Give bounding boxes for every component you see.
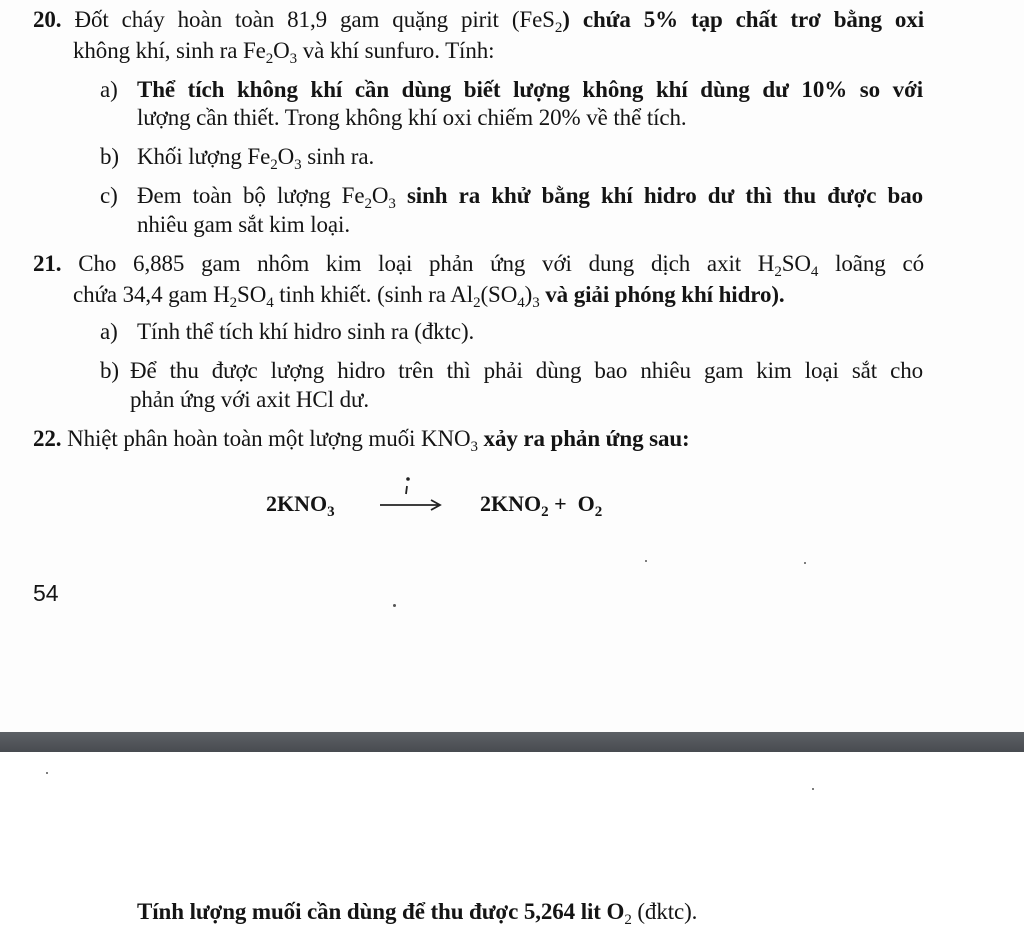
- q22-text-1b: xảy ra phản ứng sau:: [477, 426, 690, 451]
- reactant-formula: 2KNO: [266, 491, 328, 516]
- q21-sub-2-h: 2: [229, 295, 237, 311]
- q20c-label: c): [100, 183, 118, 208]
- q21-sub-so4-b: 4: [517, 295, 525, 311]
- q21-sub-3: 3: [532, 295, 540, 311]
- q20-line-1: [33, 6, 924, 34]
- q21-sub-2-so4: 4: [266, 295, 274, 311]
- q22-continuation: [137, 898, 697, 926]
- scan-speck: [804, 562, 806, 564]
- q21-text-1a: Cho 6,885 gam nhôm kim loại phản ứng với dung dịch axit H: [78, 251, 775, 276]
- q21-text-2a: chứa 34,4 gam H: [73, 282, 230, 307]
- q20-line-2: [73, 37, 494, 65]
- q20-sub-fe: 2: [265, 51, 274, 67]
- q20c-sub-o: 3: [388, 196, 396, 212]
- q20-text-1a: Đốt cháy hoàn toàn 81,9 gam quặng pirit (FeS: [74, 7, 555, 32]
- q20b-text-a: Khối lượng Fe: [137, 144, 271, 169]
- page-divider: [0, 732, 1024, 752]
- q20b-sub-fe: 2: [270, 157, 278, 173]
- q20c-sub-fe: 2: [364, 196, 372, 212]
- q20a-label: a): [100, 77, 118, 102]
- q20-text-2c: và khí sunfuro. Tính:: [297, 38, 495, 63]
- q20c-line-1: [137, 182, 923, 210]
- q20-text-2a: không khí, sinh ra Fe: [73, 38, 266, 63]
- q20-sub: 2: [554, 20, 563, 36]
- q20c-text-1b: O: [371, 183, 389, 208]
- scan-speck: [645, 560, 647, 562]
- reactant-sub: 3: [327, 504, 335, 520]
- product-kno2-sub: 2: [541, 504, 549, 520]
- equation-reactant: [266, 491, 335, 520]
- scan-speck: [46, 772, 48, 774]
- q20-sub-o: 3: [289, 51, 298, 67]
- q21-text-2c: tinh khiết. (sinh ra Al: [273, 282, 474, 307]
- product-o2: O: [577, 491, 595, 516]
- scan-speck: [393, 604, 396, 607]
- q20c-text-1c: sinh ra khử bằng khí hidro dư thì thu được bao: [395, 183, 923, 208]
- q22-cont-sub: 2: [624, 912, 632, 928]
- q22-text-1a: Nhiệt phân hoàn toàn một lượng muối KNO: [67, 426, 471, 451]
- textbook-next-page: [0, 752, 1024, 938]
- scan-speck: [812, 788, 814, 790]
- q20c-text-1a: Đem toàn bộ lượng Fe: [137, 183, 365, 208]
- q22-sub-kno3: 3: [470, 439, 478, 455]
- q20b-label: b): [100, 144, 119, 169]
- q21-line-1: [33, 250, 924, 278]
- q20a-line-1: Thể tích không khí cần dùng biết lượng không khí dùng dư 10% so với: [137, 77, 923, 102]
- q21-number: 21.: [33, 251, 62, 276]
- q21-text-2e: ): [524, 282, 533, 307]
- q21b-label: b): [100, 358, 119, 383]
- q21-text-2f: và giải phóng khí hidro).: [539, 282, 785, 307]
- q21b-line-1: Để thu được lượng hidro trên thì phải dùng bao nhiêu gam kim loại sắt cho: [130, 358, 923, 383]
- q21-sub-h: 2: [774, 264, 782, 280]
- q22-cont-text-b: (đktc).: [631, 899, 698, 924]
- q21a-label: a): [100, 319, 118, 344]
- product-o2-sub: 2: [594, 504, 603, 520]
- q21a-line: Tính thể tích khí hidro sinh ra (đktc).: [137, 319, 475, 344]
- q20b-line: [137, 143, 374, 171]
- q21-sub-al: 2: [473, 295, 481, 311]
- q20-text-2b: O: [273, 38, 290, 63]
- q21-text-1c: loãng có: [818, 251, 924, 276]
- q22-line-1: [33, 425, 690, 453]
- q20b-text-b: O: [277, 144, 295, 169]
- q21-text-2b: SO: [237, 282, 267, 307]
- equation-products: [480, 491, 603, 520]
- q20a-line-2: lượng cần thiết. Trong không khí oxi chiếm 20% về thể tích.: [137, 105, 687, 130]
- q22-number: 22.: [33, 426, 62, 451]
- product-kno2: 2KNO: [480, 491, 542, 516]
- q20c-line-2: nhiêu gam sắt kim loại.: [137, 212, 350, 237]
- heat-arrow-icon: [378, 472, 444, 524]
- reaction-equation: [266, 472, 686, 528]
- plus-sign: +: [548, 491, 578, 516]
- q22-cont-text-a: Tính lượng muối cần dùng để thu được 5,264 lit O: [137, 899, 625, 924]
- q21-text-1b: SO: [781, 251, 811, 276]
- q20b-sub-o: 3: [294, 157, 302, 173]
- q21-line-2: [73, 281, 785, 309]
- q20-number: 20.: [33, 7, 62, 32]
- q21-text-2d: (SO: [480, 282, 518, 307]
- q21-sub-so4: 4: [810, 264, 819, 280]
- q20b-text-c: sinh ra.: [301, 144, 375, 169]
- q21b-line-2: phản ứng với axit HCl dư.: [130, 387, 370, 412]
- q20-text-1b: ) chứa 5% tạp chất trơ bằng oxi: [562, 7, 924, 32]
- page-number: 54: [33, 580, 59, 606]
